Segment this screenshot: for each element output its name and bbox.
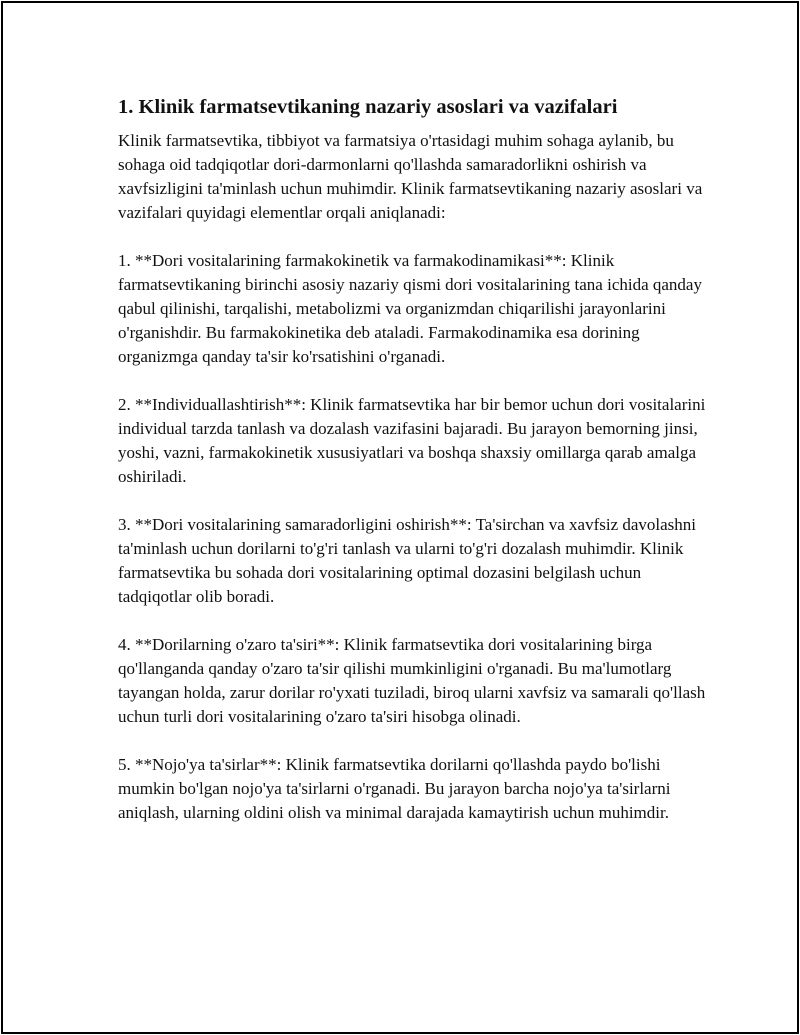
paragraph-effectiveness: 3. **Dori vositalarining samaradorligini oshirish**: Ta'sirchan va xavfsiz davolashni ta'minlash uchun dorilarni to'g'ri tanlash va ularni to'g'ri dozalash muhimdir. Klinik farmatsevtika bu sohada dori vositalarining optimal dozasini belgilash uchun tadqiqotlar olib boradi. xyxy=(118,515,697,606)
paragraph-pharmacokinetics: 1. **Dori vositalarining farmakokinetik va farmakodinamikasi**: Klinik farmatsevtikaning birinchi asosiy nazariy qismi dori vositalarining tana ichida qanday qabul qilinishi, tarqalishi, metabolizmi va organizmdan chiqarilishi jarayonlarini o'rganishdir. Bu farmakokinetika deb ataladi. Farmakodinamika esa dorining organizmga qanday ta'sir ko'rsatishini o'rganadi. xyxy=(118,251,702,366)
paragraph-individualization: 2. **Individuallashtirish**: Klinik farmatsevtika har bir bemor uchun dori vositalarini individual tarzda tanlash va dozalash vazifasini bajaradi. Bu jarayon bemorning jinsi, yoshi, vazni, farmakokinetik xususiyatlari va boshqa shaxsiy omillarga qarab amalga oshiriladi. xyxy=(118,395,706,486)
intro-paragraph: Klinik farmatsevtika, tibbiyot va farmatsiya o'rtasidagi muhim sohaga aylanib, bu sohaga oid tadqiqotlar dori-darmonlarni qo'llashda samaradorlikni oshirish va xavfsizligini ta'minlash uchun muhimdir. Klinik farmatsevtikaning nazariy asoslari va vazifalari quyidagi elementlar orqali aniqlanadi: xyxy=(118,131,703,222)
section-heading: 1. Klinik farmatsevtikaning nazariy asoslari va vazifalari xyxy=(118,96,618,118)
paragraph-drug-interactions: 4. **Dorilarning o'zaro ta'siri**: Klinik farmatsevtika dori vositalarining birga qo'llanganda qanday o'zaro ta'sir qilishi mumkinligini o'rganadi. Bu ma'lumotlarg tayangan holda, zarur dorilar ro'yxati tuziladi, biroq ularni xavfsiz va samarali qo'llash uchun turli dori vositalarining o'zaro ta'siri hisobga olinadi. xyxy=(118,635,706,726)
document-body xyxy=(118,94,718,849)
paragraph-side-effects: 5. **Nojo'ya ta'sirlar**: Klinik farmatsevtika dorilarni qo'llashda paydo bo'lishi mumkin bo'lgan nojo'ya ta'sirlarni o'rganadi. Bu jarayon barcha nojo'ya ta'sirlarni aniqlash, ularning oldini olish va minimal darajada kamaytirish uchun muhimdir. xyxy=(118,755,671,822)
